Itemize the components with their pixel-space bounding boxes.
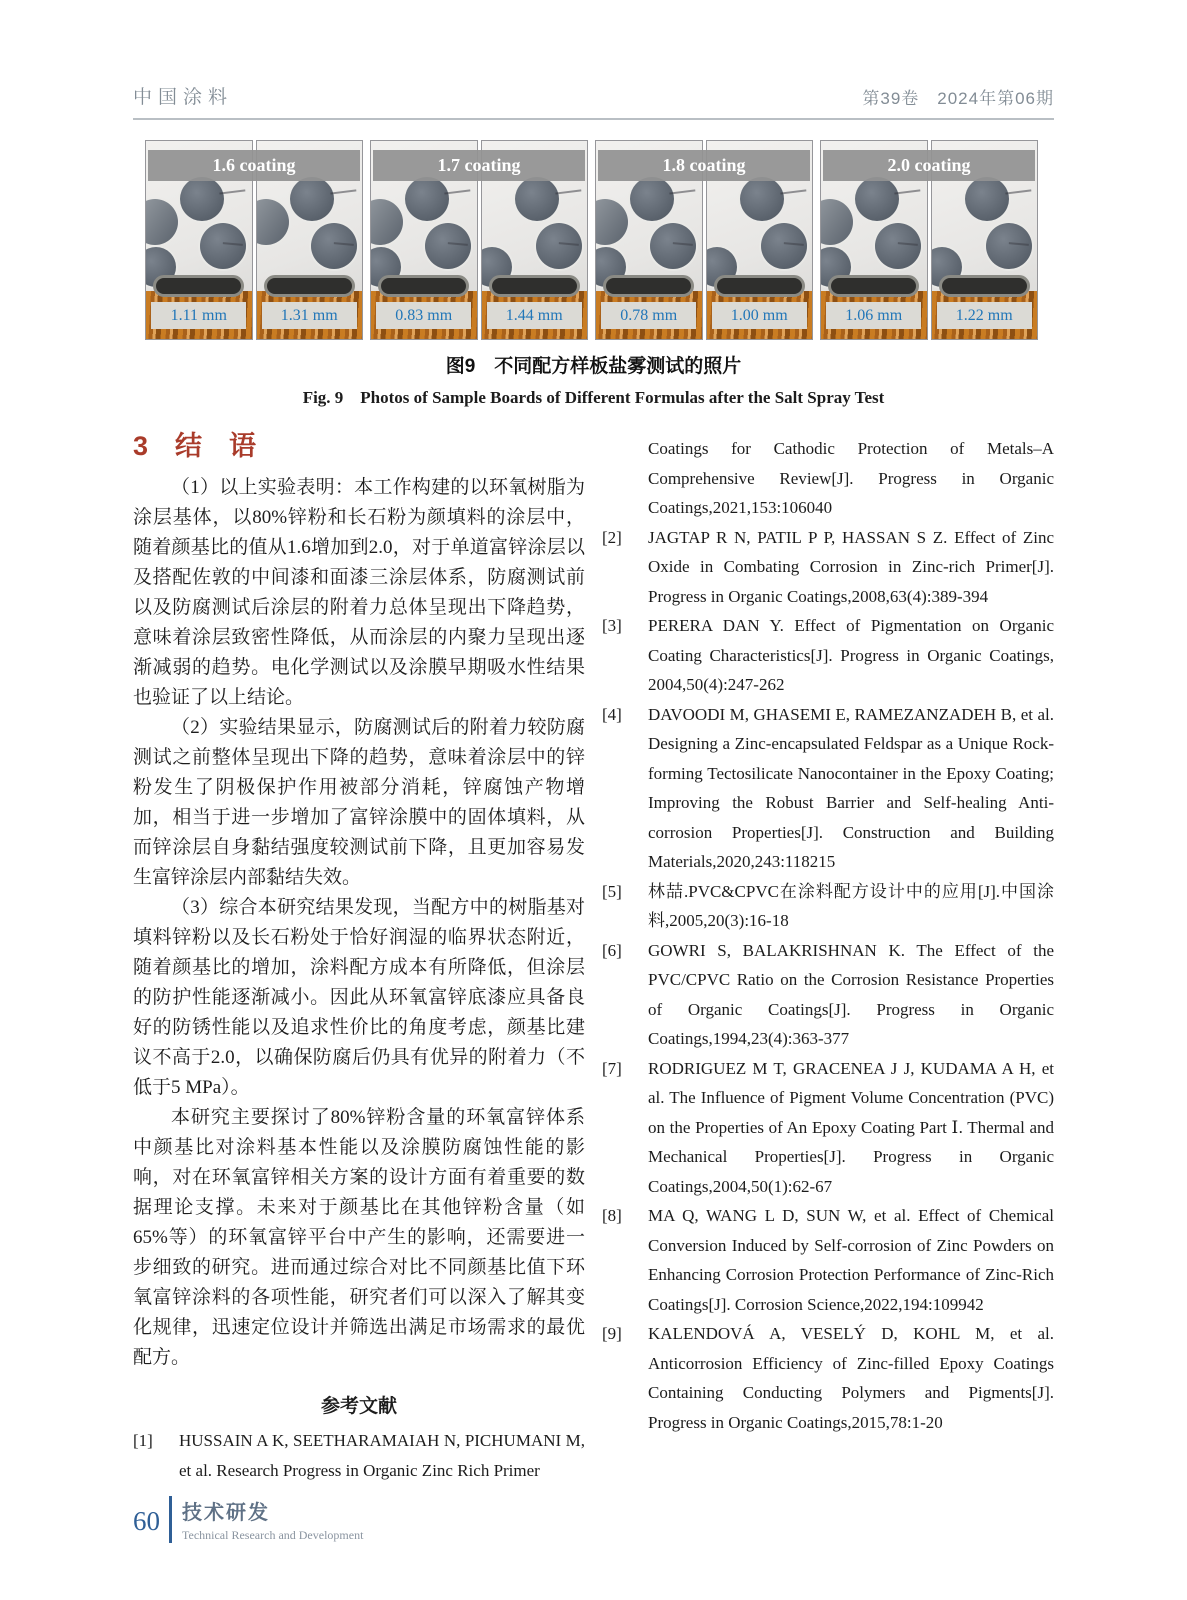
dolly-stub-icon <box>145 199 178 245</box>
handwriting-mark <box>219 183 246 194</box>
dolly-stub-icon <box>630 177 674 221</box>
left-column <box>133 424 585 1485</box>
thickness-label: 1.22 mm <box>937 302 1032 329</box>
figure-group-1-7 <box>370 140 588 340</box>
scribe-corrosion-area <box>378 275 469 297</box>
thickness-label: 0.83 mm <box>376 302 471 329</box>
dolly-stub-icon <box>200 223 246 269</box>
figure-caption-en: Fig. 9 Photos of Sample Boards of Different Formulas after the Salt Spray Test <box>302 388 885 407</box>
dolly-stub-icon <box>536 223 582 269</box>
thickness-label: 1.44 mm <box>487 302 582 329</box>
figure-group-1-8 <box>595 140 813 340</box>
conclusion-paragraph: （1）以上实验表明：本工作构建的以环氧树脂为涂层基体，以80%锌粉和长石粉为颜填料的涂层中，随着颜基比的值从1.6增加到2.0，对于单道富锌涂层以及搭配佐敦的中间漆和面漆三涂层体系，防腐测试前以及防腐测试后涂层的附着力总体呈现出下降趋势，意味着涂层致密性降低，从而涂层的内聚力呈现出逐渐减弱的趋势。电化学测试以及涂膜早期吸水性结果也验证了以上结论。 <box>133 477 585 708</box>
thickness-label: 0.78 mm <box>601 302 696 329</box>
journal-name: 中国涂料 <box>133 87 234 108</box>
conclusion-paragraph: （3）综合本研究结果发现，当配方中的树脂基对填料锌粉以及长石粉处于恰好润湿的临界状态附近，随着颜基比的增加，涂料配方成本有所降低，但涂层的防护性能逐渐减小。因此从环氧富锌底漆应具备良好的防锈性能以及追求性价比的角度考虑，颜基比建议不高于2.0，以确保防腐后仍具有优异的附着力（不低于5 MPa）。 <box>133 897 585 1098</box>
figure-group-2-0 <box>820 140 1038 340</box>
thickness-label: 1.11 mm <box>151 302 246 329</box>
handwriting-mark <box>894 183 921 194</box>
dolly-stub-icon <box>740 177 784 221</box>
coating-ratio-label: 1.6 coating <box>148 150 360 181</box>
reference-item <box>133 1426 585 1485</box>
footer-divider <box>169 1496 172 1543</box>
reference-text: 林喆.PVC&CPVC在涂料配方设计中的应用[J].中国涂料,2005,20(3):16-18 <box>648 881 1054 930</box>
dolly-stub-icon <box>855 177 899 221</box>
issue-info: 第39卷 2024年第06期 <box>862 89 1054 108</box>
footer-section <box>182 1496 363 1543</box>
reference-text: KALENDOVÁ A, VESELÝ D, KOHL M, et al. Anticorrosion Efficiency of Zinc-filled Epoxy Coatings Containing Conducting Polymers and Pigments[J]. Progress in Organic Coatings,2015,78:1-20 <box>648 1324 1054 1432</box>
references-heading: 参考文献 <box>320 1396 397 1417</box>
reference-number: [7] <box>602 1058 622 1078</box>
handwriting-mark <box>669 183 696 194</box>
reference-number: [1] <box>133 1431 153 1450</box>
reference-number: [4] <box>602 704 622 724</box>
dolly-stub-icon <box>650 223 696 269</box>
figure-9-photos <box>145 140 1038 340</box>
reference-item <box>602 611 1054 700</box>
reference-text: GOWRI S, BALAKRISHNAN K. The Effect of the PVC/CPVC Ratio on the Corrosion Resistance Properties of Organic Coatings[J]. Progress in Organic Coatings,1994,23(4):363-377 <box>648 940 1054 1048</box>
body-columns <box>133 424 1054 1485</box>
footer-section-zh: 技术研发 <box>182 1502 270 1524</box>
reference-number: [8] <box>602 1206 622 1225</box>
figure-caption <box>0 351 1187 408</box>
thickness-label: 1.31 mm <box>262 302 357 329</box>
reference-item <box>602 877 1054 936</box>
dolly-stub-icon <box>311 223 357 269</box>
dolly-stub-icon <box>986 223 1032 269</box>
footer-section-en: Technical Research and Development <box>182 1528 364 1542</box>
reference-number: [3] <box>602 616 622 635</box>
dolly-stub-icon <box>820 199 853 245</box>
reference-text: HUSSAIN A K, SEETHARAMAIAH N, PICHUMANI M, et al. Research Progress in Organic Zinc Rich Primer <box>179 1431 585 1480</box>
handwriting-mark <box>554 183 581 194</box>
reference-item <box>602 1201 1054 1319</box>
scribe-corrosion-area <box>828 275 919 297</box>
page-header <box>133 82 1054 120</box>
coating-ratio-label: 1.7 coating <box>373 150 585 181</box>
reference-text: MA Q, WANG L D, SUN W, et al. Effect of Chemical Conversion Induced by Self-corrosion of Zinc Powders on Enhancing Corrosion Protection Performance of Zinc-Rich Coatings[J]. Corrosion Science,2022,194:109942 <box>648 1206 1054 1314</box>
handwriting-mark <box>1004 183 1031 194</box>
reference-text: RODRIGUEZ M T, GRACENEA J J, KUDAMA A H, et al. The Influence of Pigment Volume Concentration (PVC) on the Properties of An Epoxy Coating Part Ⅰ. Thermal and Mechanical Properties[J]. Progress in Organic Coatings,2004,50(1):62-67 <box>648 1058 1054 1196</box>
reference-text: PERERA DAN Y. Effect of Pigmentation on Organic Coating Characteristics[J]. Progress in Organic Coatings, 2004,50(4):247-262 <box>648 616 1054 694</box>
reference-continuation: Coatings for Cathodic Protection of Metals–A Comprehensive Review[J]. Progress in Organic Coatings,2021,153:106040 <box>648 439 1054 517</box>
dolly-stub-icon <box>290 177 334 221</box>
thickness-label: 1.00 mm <box>712 302 807 329</box>
reference-item <box>602 523 1054 612</box>
conclusion-paragraph: （2）实验结果显示，防腐测试后的附着力较防腐测试之前整体呈现出下降的趋势，意味着涂层中的锌粉发生了阴极保护作用被部分消耗，锌腐蚀产物增加，相当于进一步增加了富锌涂膜中的固体填料，从而锌涂层自身黏结强度较测试前下降，且更加容易发生富锌涂层内部黏结失效。 <box>133 717 585 888</box>
dolly-stub-icon <box>761 223 807 269</box>
scribe-corrosion-area <box>489 275 580 297</box>
dolly-stub-icon <box>180 177 224 221</box>
dolly-stub-icon <box>965 177 1009 221</box>
right-column <box>602 424 1054 1485</box>
reference-number: [5] <box>602 881 622 901</box>
coating-ratio-label: 1.8 coating <box>598 150 810 181</box>
dolly-stub-icon <box>405 177 449 221</box>
reference-number: [9] <box>602 1324 622 1343</box>
reference-text: DAVOODI M, GHASEMI E, RAMEZANZADEH B, et al. Designing a Zinc-encapsulated Feldspar as a Unique Rock-forming Tectosilicate Nanocontainer in the Epoxy Coating; Improving the Robust Barrier and Self-healing Anti-corrosion Properties[J]. Construction and Building Materials,2020,243:118215 <box>648 704 1054 871</box>
handwriting-mark <box>779 183 806 194</box>
figure-group-1-6 <box>145 140 363 340</box>
scribe-corrosion-area <box>603 275 694 297</box>
section-heading-conclusion: 3 结 语 <box>133 431 257 461</box>
page-footer <box>133 1496 363 1543</box>
reference-number: [6] <box>602 940 622 960</box>
dolly-stub-icon <box>595 199 628 245</box>
reference-item <box>602 700 1054 877</box>
dolly-stub-icon <box>425 223 471 269</box>
reference-number: [2] <box>602 527 622 547</box>
dolly-stub-icon <box>370 199 403 245</box>
handwriting-mark <box>444 183 471 194</box>
reference-item <box>602 1054 1054 1202</box>
dolly-stub-icon <box>515 177 559 221</box>
figure-caption-zh: 图9 不同配方样板盐雾测试的照片 <box>445 356 742 377</box>
conclusion-paragraph: 本研究主要探讨了80%锌粉含量的环氧富锌体系中颜基比对涂料基本性能以及涂膜防腐蚀性能的影响，对在环氧富锌相关方案的设计方面有着重要的数据理论支撑。未来对于颜基比在其他锌粉含量（如65%等）的环氧富锌平台中产生的影响，还需要进一步细致的研究。进而通过综合对比不同颜基比值下环氧富锌涂料的各项性能，研究者们可以深入了解其变化规律，迅速定位设计并筛选出满足市场需求的最优配方。 <box>133 1107 585 1368</box>
scribe-corrosion-area <box>153 275 244 297</box>
scribe-corrosion-area <box>264 275 355 297</box>
page-number: 60 <box>133 1506 160 1536</box>
reference-item <box>602 1319 1054 1437</box>
scribe-corrosion-area <box>939 275 1030 297</box>
reference-item <box>602 936 1054 1054</box>
coating-ratio-label: 2.0 coating <box>823 150 1035 181</box>
handwriting-mark <box>329 183 356 194</box>
dolly-stub-icon <box>256 199 289 245</box>
dolly-stub-icon <box>875 223 921 269</box>
thickness-label: 1.06 mm <box>826 302 921 329</box>
reference-text: JAGTAP R N, PATIL P P, HASSAN S Z. Effect of Zinc Oxide in Combating Corrosion in Zinc-rich Primer[J]. Progress in Organic Coatings,2008,63(4):389-394 <box>648 527 1054 606</box>
scribe-corrosion-area <box>714 275 805 297</box>
